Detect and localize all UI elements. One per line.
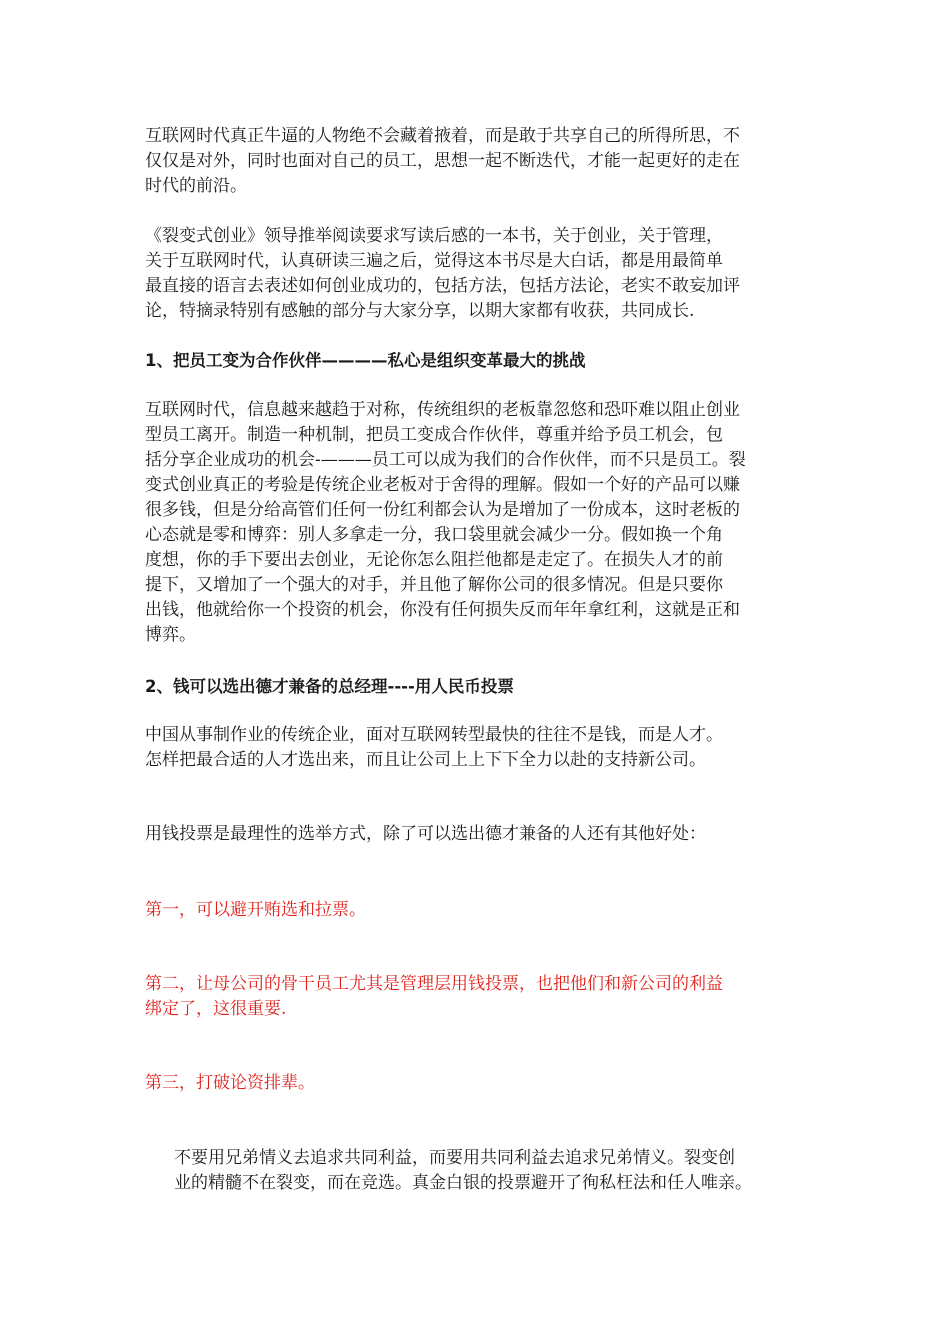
text-line: 括分享企业成功的机会-———员工可以成为我们的合作伙伴，而不只是员工。裂 <box>145 450 746 470</box>
text-line: 提下，又增加了一个强大的对手，并且他了解你公司的很多情况。但是只要你 <box>145 575 723 595</box>
text-line: 第二，让母公司的骨干员工尤其是管理层用钱投票，也把他们和新公司的利益 <box>145 974 723 994</box>
point-3: 第三，打破论资排辈。 <box>145 1073 315 1093</box>
text-line: 《裂变式创业》领导推举阅读要求写读后感的一本书，关于创业，关于管理， <box>145 226 723 246</box>
text-line: 度想，你的手下要出去创业，无论你怎么阻拦他都是走定了。在损失人才的前 <box>145 550 723 570</box>
text-line: 仅仅是对外，同时也面对自己的员工，思想一起不断迭代，才能一起更好的走在 <box>145 151 740 171</box>
text-line: 博弈。 <box>145 625 196 645</box>
text-line: 互联网时代真正牛逼的人物绝不会藏着掖着，而是敢于共享自己的所得所思，不 <box>145 126 740 146</box>
section-heading-1: 1、把员工变为合作伙伴————私心是组织变革最大的挑战 <box>145 351 586 370</box>
section-heading-2: 2、钱可以选出德才兼备的总经理----用人民币投票 <box>145 677 514 696</box>
text-line: 很多钱，但是分给高管们任何一份红利都会认为是增加了一份成本，这时老板的 <box>145 500 740 520</box>
point-2 <box>145 972 810 1022</box>
text-line: 中国从事制作业的传统企业，面对互联网转型最快的往往不是钱，而是人才。 <box>145 725 723 745</box>
section-2-paragraph <box>145 723 810 773</box>
background-paragraph <box>145 224 810 324</box>
text-line: 型员工离开。制造一种机制，把员工变成合作伙伴，尊重并给予员工机会，包 <box>145 425 723 445</box>
text-line: 时代的前沿。 <box>145 176 247 196</box>
vote-intro-paragraph: 用钱投票是最理性的选举方式，除了可以选出德才兼备的人还有其他好处： <box>145 824 706 844</box>
text-line: 关于互联网时代，认真研读三遍之后，觉得这本书尽是大白话，都是用最简单 <box>145 251 723 271</box>
intro-paragraph <box>145 124 810 199</box>
text-line: 怎样把最合适的人才选出来，而且让公司上上下下全力以赴的支持新公司。 <box>145 750 706 770</box>
text-line: 不要用兄弟情义去追求共同利益，而要用共同利益去追求兄弟情义。裂变创 <box>174 1148 735 1168</box>
closing-paragraph <box>174 1146 824 1196</box>
text-line: 变式创业真正的考验是传统企业老板对于舍得的理解。假如一个好的产品可以赚 <box>145 475 740 495</box>
text-line: 互联网时代，信息越来越趋于对称，传统组织的老板靠忽悠和恐吓难以阻止创业 <box>145 400 740 420</box>
text-line: 最直接的语言去表述如何创业成功的，包括方法，包括方法论，老实不敢妄加评 <box>145 276 740 296</box>
text-line: 绑定了，这很重要. <box>145 999 287 1019</box>
point-1: 第一，可以避开贿选和拉票。 <box>145 900 366 920</box>
text-line: 心态就是零和博弈：别人多拿走一分，我口袋里就会减少一分。假如换一个角 <box>145 525 723 545</box>
text-line: 论，特摘录特别有感触的部分与大家分享，以期大家都有收获，共同成长. <box>145 301 695 321</box>
section-1-paragraph <box>145 398 810 648</box>
text-line: 业的精髓不在裂变，而在竞选。真金白银的投票避开了徇私枉法和任人唯亲。 <box>174 1173 752 1193</box>
text-line: 出钱，他就给你一个投资的机会，你没有任何损失反而年年拿红利，这就是正和 <box>145 600 740 620</box>
